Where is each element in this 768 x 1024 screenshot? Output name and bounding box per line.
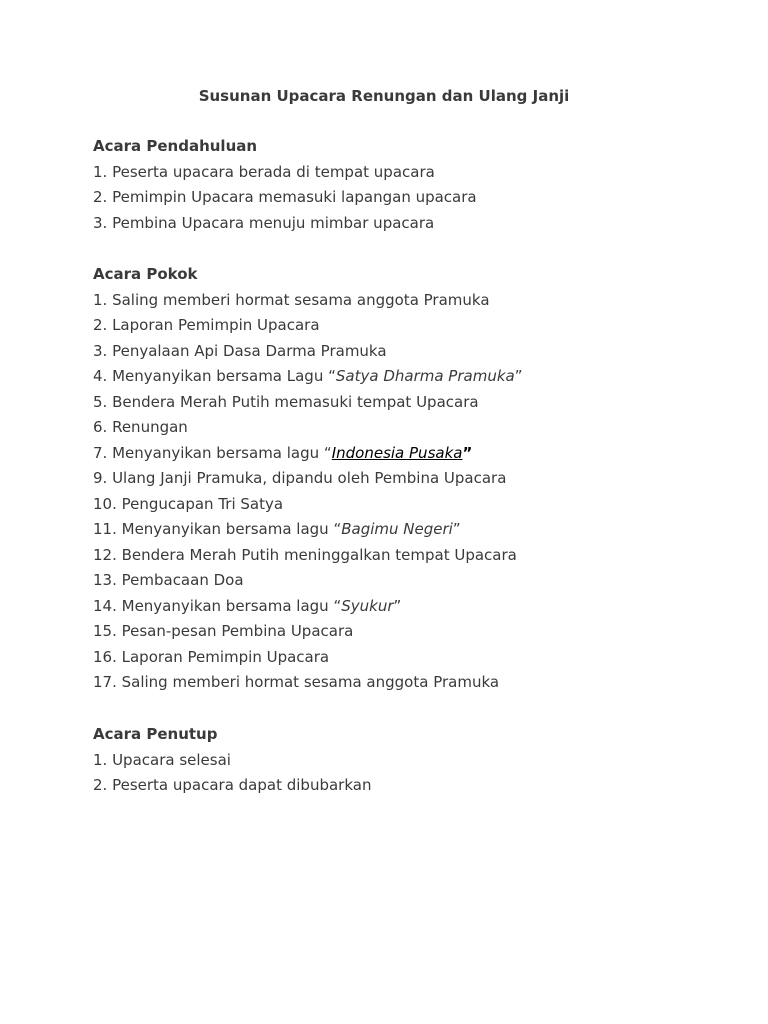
song-title: Syukur bbox=[341, 596, 394, 615]
item-text: 4. Menyanyikan bersama Lagu “ bbox=[93, 367, 336, 385]
song-title: Satya Dharma Pramuka bbox=[335, 367, 515, 385]
list-item: 1. Upacara selesai bbox=[93, 750, 231, 769]
list-item-song bbox=[93, 519, 713, 545]
list-item-song bbox=[93, 443, 713, 469]
list-item: 6. Renungan bbox=[93, 418, 188, 436]
list-item-song bbox=[93, 596, 713, 622]
item-text: ” bbox=[514, 367, 523, 385]
item-text: ” bbox=[393, 596, 402, 615]
list-item: 1. Saling memberi hormat sesama anggota Pramuka bbox=[93, 290, 490, 309]
list-item: 16. Laporan Pemimpin Upacara bbox=[93, 647, 330, 666]
song-title: Bagimu Negeri bbox=[341, 520, 453, 538]
list-item: 5. Bendera Merah Putih memasuki tempat Upacara bbox=[93, 392, 479, 411]
section-penutup bbox=[93, 724, 713, 801]
item-text: 14. Menyanyikan bersama lagu “ bbox=[93, 596, 342, 615]
document-title: Susunan Upacara Renungan dan Ulang Janji bbox=[198, 87, 570, 105]
list-item: 9. Ulang Janji Pramuka, dipandu oleh Pembina Upacara bbox=[93, 469, 507, 487]
list-item: 17. Saling memberi hormat sesama anggota Pramuka bbox=[93, 673, 500, 691]
item-text: ” bbox=[452, 520, 461, 538]
section-heading-pokok: Acara Pokok bbox=[93, 265, 198, 283]
list-item: 3. Pembina Upacara menuju mimbar upacara bbox=[93, 213, 435, 232]
section-pendahuluan bbox=[93, 136, 713, 238]
section-pokok bbox=[93, 264, 713, 698]
pendahuluan-list bbox=[93, 162, 713, 239]
list-item: 2. Pemimpin Upacara memasuki lapangan upacara bbox=[93, 188, 477, 206]
item-text: 11. Menyanyikan bersama lagu “ bbox=[93, 520, 342, 538]
list-item: 2. Laporan Pemimpin Upacara bbox=[93, 316, 320, 334]
list-item: 13. Pembacaan Doa bbox=[93, 571, 244, 589]
pokok-list bbox=[93, 290, 713, 698]
penutup-list bbox=[93, 750, 713, 801]
list-item: 2. Peserta upacara dapat dibubarkan bbox=[93, 776, 372, 794]
section-heading-pendahuluan: Acara Pendahuluan bbox=[93, 137, 258, 155]
song-title-link[interactable]: Indonesia Pusaka bbox=[331, 443, 463, 462]
list-item: 12. Bendera Merah Putih meninggalkan tempat Upacara bbox=[93, 545, 517, 564]
list-item: 3. Penyalaan Api Dasa Darma Pramuka bbox=[93, 341, 387, 360]
item-text: 7. Menyanyikan bersama lagu “ bbox=[93, 443, 332, 462]
section-heading-penutup: Acara Penutup bbox=[93, 725, 218, 743]
item-text: ” bbox=[462, 443, 473, 462]
list-item: 1. Peserta upacara berada di tempat upacara bbox=[93, 162, 435, 181]
list-item-song bbox=[93, 366, 713, 392]
list-item: 15. Pesan-pesan Pembina Upacara bbox=[93, 622, 354, 640]
list-item: 10. Pengucapan Tri Satya bbox=[93, 494, 284, 513]
